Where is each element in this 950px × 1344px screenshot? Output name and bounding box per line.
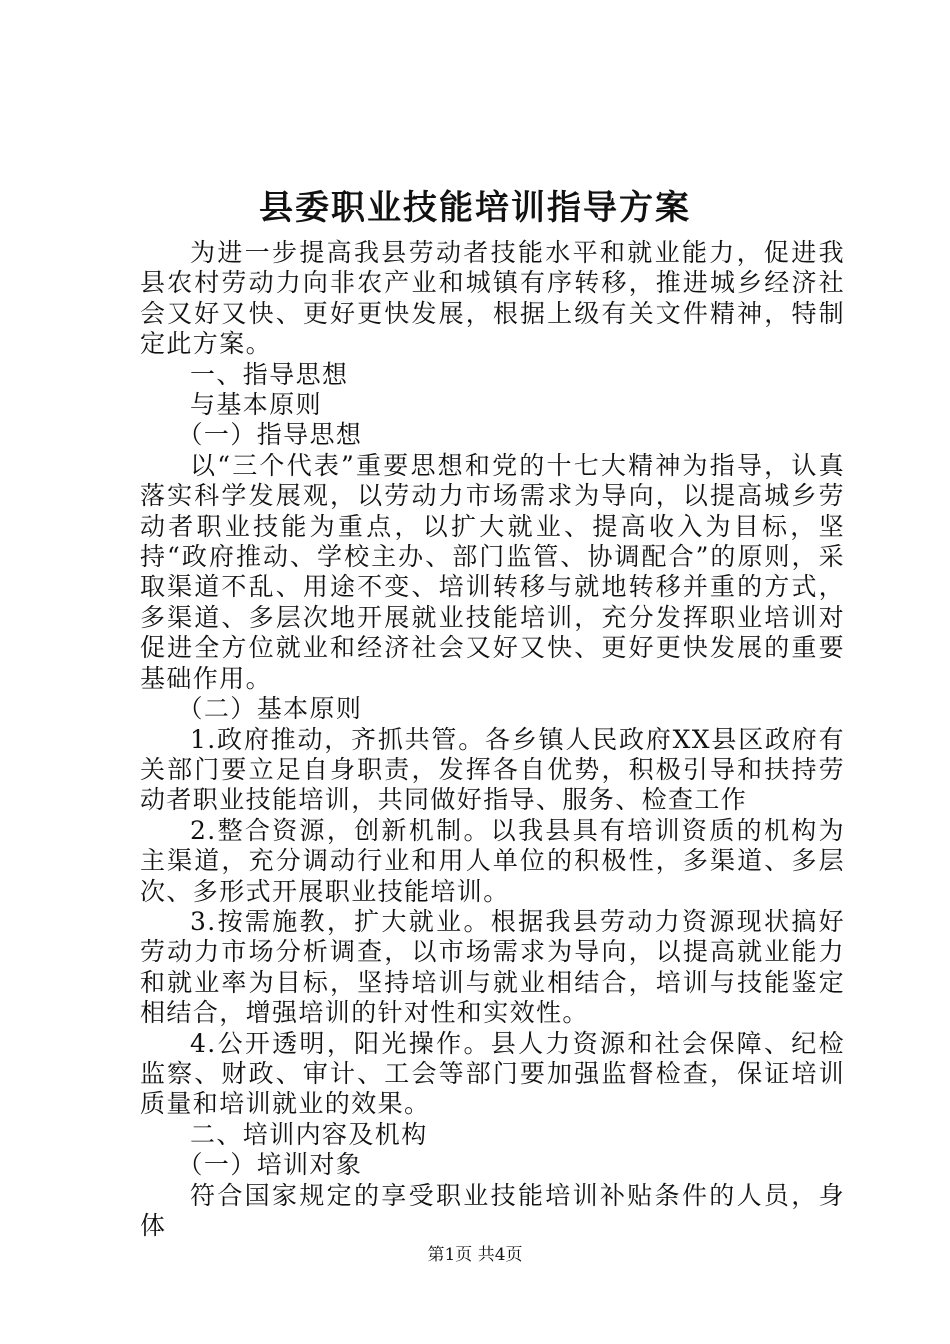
- principle-paragraph-4: 4.公开透明，阳光操作。县人力资源和社会保障、纪检监察、财政、审计、工会等部门要加强监督检查，保证培训质量和培训就业的效果。: [140, 1028, 845, 1119]
- guiding-ideology-paragraph: 以“三个代表”重要思想和党的十七大精神为指导，认真落实科学发展观，以劳动力市场需求为导向，以提高城乡劳动者职业技能为重点，以扩大就业、提高收入为目标，坚持“政府推动、学校主办、部门监管、协调配合”的原则，采取渠道不乱、用途不变、培训转移与就地转移并重的方式，多渠道、多层次地开展就业技能培训，充分发挥职业培训对促进全方位就业和经济社会又好又快、更好更快发展的重要基础作用。: [140, 450, 845, 693]
- document-body: [140, 238, 845, 1241]
- subsection-heading-guiding-ideology: （一）指导思想: [177, 420, 363, 450]
- document-title: 县委职业技能培训指导方案: [259, 188, 691, 228]
- principle-paragraph-3: 3.按需施教，扩大就业。根据我县劳动力资源现状搞好劳动力市场分析调查，以市场需求为导向，以提高就业能力和就业率为目标，坚持培训与就业相结合，培训与技能鉴定相结合，增强培训的针对性和实效性。: [140, 906, 845, 1028]
- principle-paragraph-1: 1.政府推动，齐抓共管。各乡镇人民政府XX县区政府有关部门要立足自身职责，发挥各自优势，积极引导和扶持劳动者职业技能培训，共同做好指导、服务、检查工作: [140, 724, 845, 815]
- section-heading-2: 二、培训内容及机构: [190, 1119, 428, 1149]
- section-heading-1: 一、指导思想: [190, 359, 349, 389]
- subsection-heading-basic-principles: （二）基本原则: [177, 694, 363, 724]
- subsection-heading-training-targets: （一）培训对象: [177, 1150, 363, 1180]
- intro-paragraph: 为进一步提高我县劳动者技能水平和就业能力，促进我县农村劳动力向非农产业和城镇有序转移，推进城乡经济社会又好又快、更好更快发展，根据上级有关文件精神，特制定此方案。: [140, 238, 845, 359]
- page-footer: 第1页 共4页: [427, 1245, 523, 1265]
- training-targets-paragraph: 符合国家规定的享受职业技能培训补贴条件的人员，身体: [140, 1180, 845, 1240]
- principle-paragraph-2: 2.整合资源，创新机制。以我县具有培训资质的机构为主渠道，充分调动行业和用人单位的积极性，多渠道、多层次、多形式开展职业技能培训。: [140, 815, 845, 906]
- section-heading-1-continued: 与基本原则: [190, 390, 323, 420]
